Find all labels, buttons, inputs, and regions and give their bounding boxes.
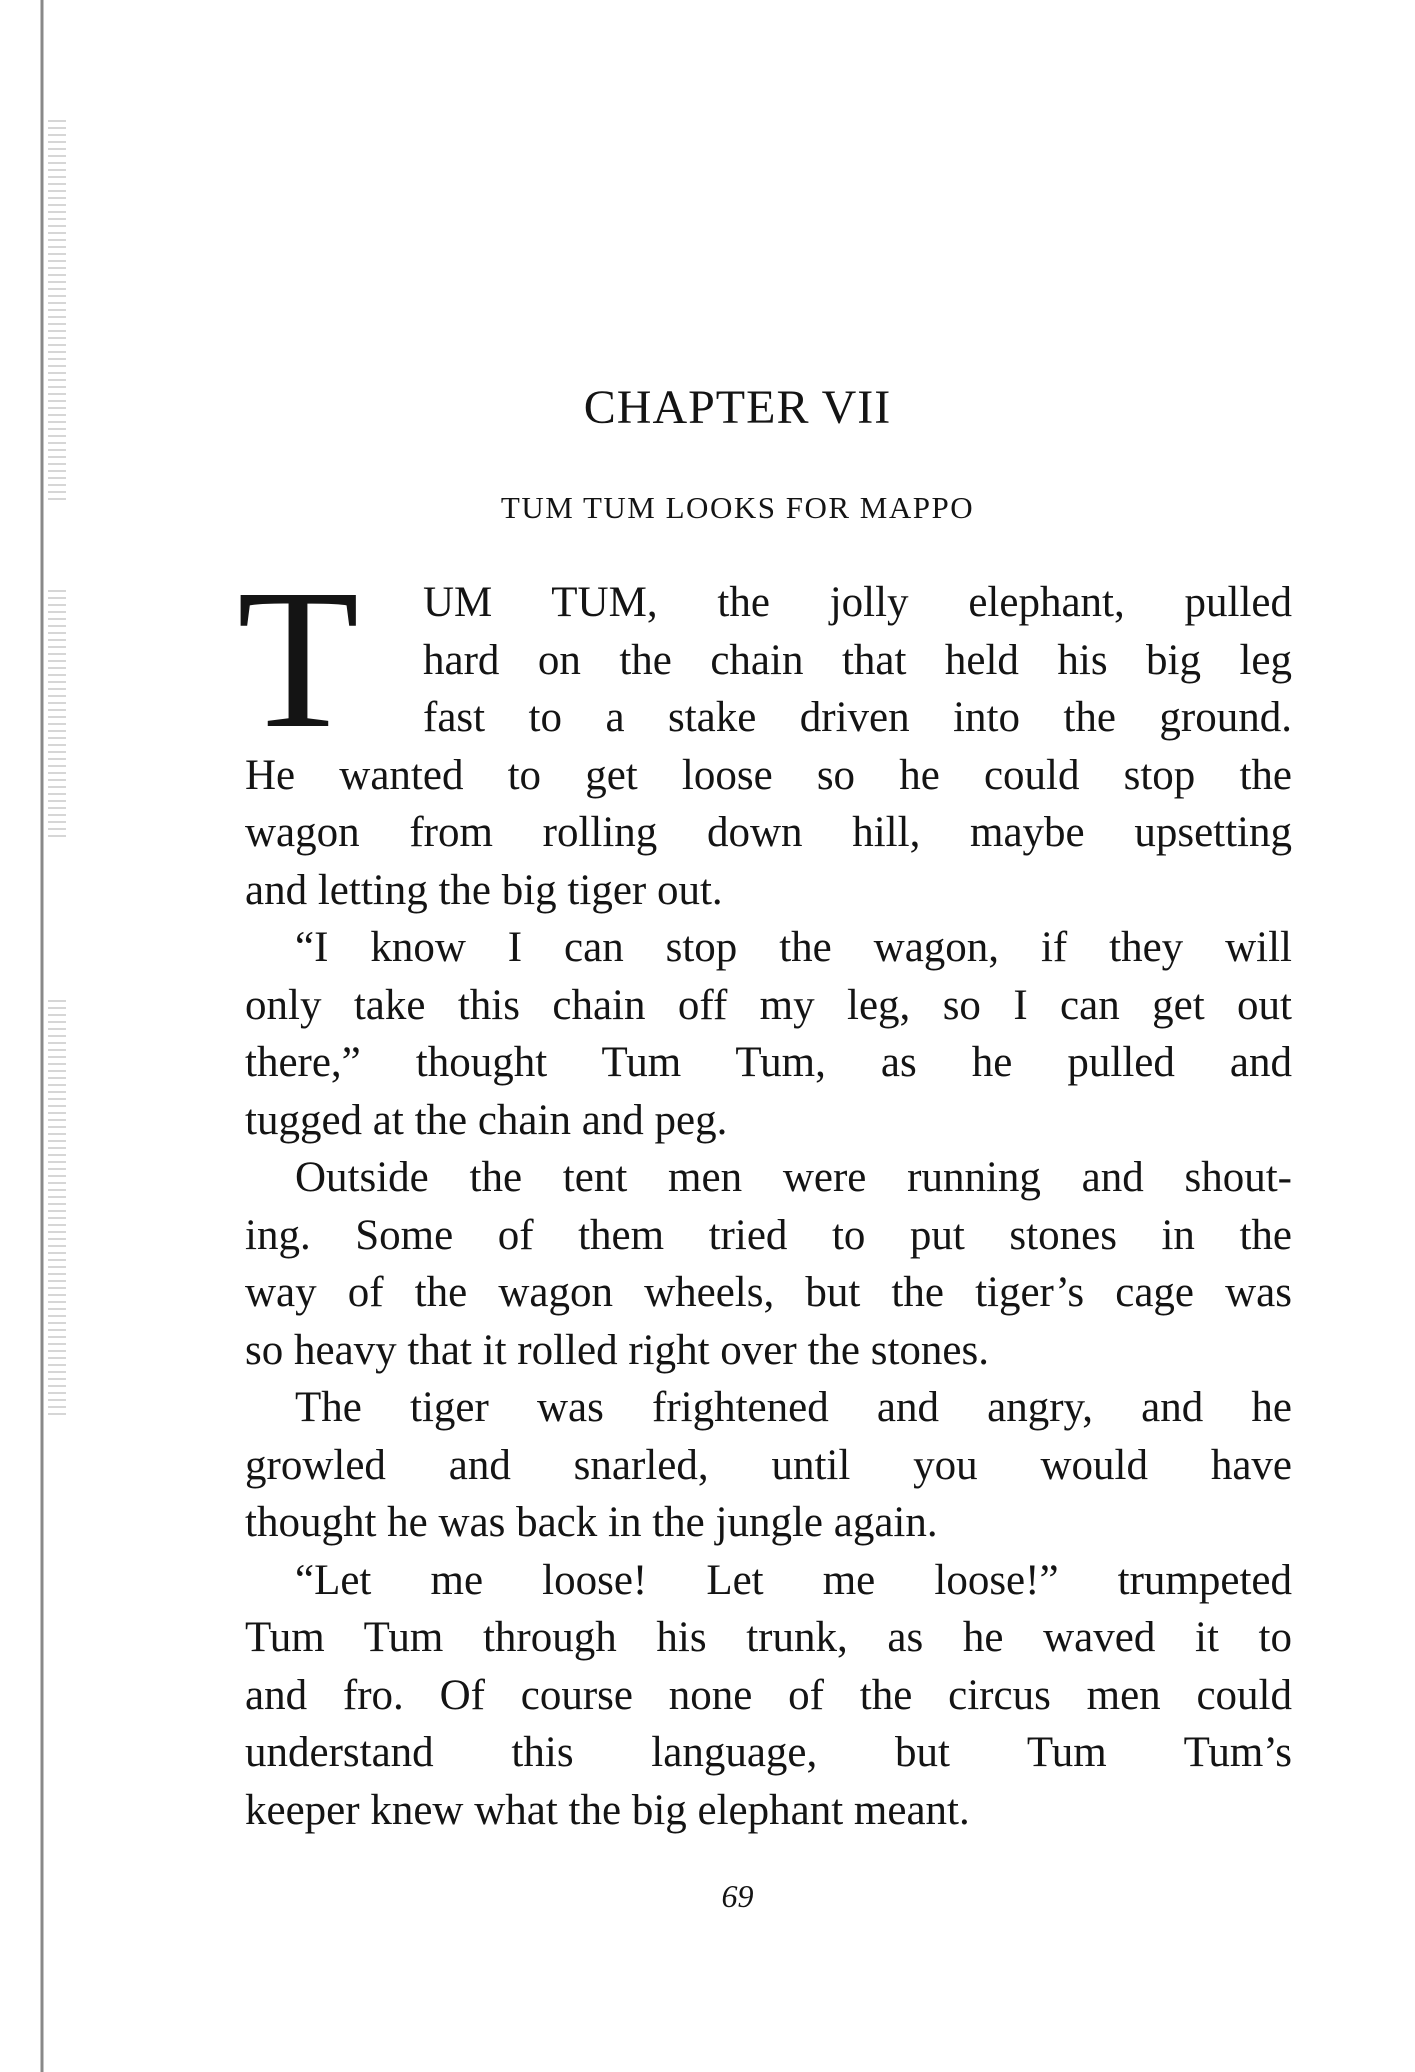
text-line: Tum Tum through his trunk, as he waved it to — [245, 1614, 1292, 1661]
drop-cap: T — [237, 549, 360, 770]
paragraph — [245, 747, 1292, 920]
body-text — [237, 549, 1292, 1839]
text-line: and letting the big tiger out. — [245, 866, 723, 914]
text-line: keeper knew what the big elephant meant. — [245, 1786, 970, 1834]
text-line: way of the wagon wheels, but the tiger’s cage was — [245, 1269, 1292, 1316]
paragraph — [245, 1379, 1292, 1552]
paragraph — [245, 1149, 1292, 1379]
text-line: understand this language, but Tum Tum’s — [245, 1729, 1292, 1776]
paragraph — [245, 919, 1292, 1149]
text-line: “I know I can stop the wagon, if they will — [295, 924, 1292, 971]
text-line: fast to a stake driven into the ground. — [423, 694, 1292, 741]
text-line: The tiger was frightened and angry, and he — [295, 1384, 1292, 1431]
text-line: thought he was back in the jungle again. — [245, 1499, 938, 1546]
scan-speckle — [48, 1000, 66, 1420]
page-number: 69 — [721, 1878, 754, 1914]
text-line: wagon from rolling down hill, maybe upsetting — [245, 809, 1292, 856]
text-line: UM TUM, the jolly elephant, pulled — [423, 579, 1292, 626]
text-line: there,” thought Tum Tum, as he pulled and — [245, 1039, 1292, 1086]
text-line: ing. Some of them tried to put stones in the — [245, 1211, 1292, 1259]
text-line: growled and snarled, until you would have — [245, 1441, 1292, 1489]
text-line: only take this chain off my leg, so I can get out — [245, 981, 1292, 1029]
text-line: Outside the tent men were running and shout- — [295, 1154, 1292, 1201]
paragraph — [245, 574, 1292, 747]
chapter-title: TUM TUM LOOKS FOR MAPPO — [500, 490, 975, 525]
scan-speckle — [48, 120, 66, 500]
text-line: “Let me loose! Let me loose!” trumpeted — [295, 1556, 1292, 1604]
text-line: tugged at the chain and peg. — [245, 1096, 728, 1144]
text-line: hard on the chain that held his big leg — [423, 636, 1292, 684]
text-line: He wanted to get loose so he could stop the — [245, 751, 1292, 799]
paragraph — [245, 1552, 1292, 1840]
chapter-heading: CHAPTER VII — [583, 381, 892, 434]
binding-edge — [0, 0, 80, 2072]
scan-speckle — [48, 590, 66, 840]
text-line: and fro. Of course none of the circus men could — [245, 1671, 1292, 1719]
text-line: so heavy that it rolled right over the stones. — [245, 1326, 989, 1374]
